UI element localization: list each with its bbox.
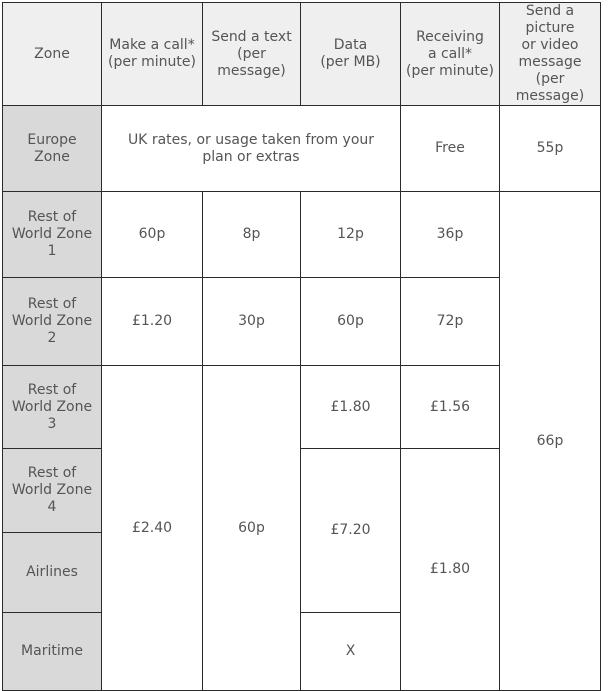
zone-rest-of-world-1: Rest of World Zone 1 bbox=[3, 192, 102, 278]
send-picture-video-header: Send a picture or video message (per message) bbox=[500, 3, 601, 106]
table-row bbox=[3, 192, 601, 278]
text-rest-cell: 60p bbox=[203, 366, 301, 691]
europe-uk-rates-cell: UK rates, or usage taken from your plan or extras bbox=[102, 106, 401, 192]
receive-rest-cell: £1.80 bbox=[401, 449, 500, 691]
zone-rest-of-world-2: Rest of World Zone 2 bbox=[3, 278, 102, 366]
data-rest-cell: £7.20 bbox=[301, 449, 401, 613]
roaming-rates-table bbox=[2, 2, 601, 691]
picture-rest-cell: 66p bbox=[500, 192, 601, 691]
header-row bbox=[3, 3, 601, 106]
row2-text-cell: 30p bbox=[203, 278, 301, 366]
data-header: Data (per MB) bbox=[301, 3, 401, 106]
row2-receive-cell: 72p bbox=[401, 278, 500, 366]
row3-data-cell: £1.80 bbox=[301, 366, 401, 449]
row2-call-cell: £1.20 bbox=[102, 278, 203, 366]
row1-data-cell: 12p bbox=[301, 192, 401, 278]
row1-receive-cell: 36p bbox=[401, 192, 500, 278]
call-rest-cell: £2.40 bbox=[102, 366, 203, 691]
zone-airlines: Airlines bbox=[3, 533, 102, 613]
zone-rest-of-world-3: Rest of World Zone 3 bbox=[3, 366, 102, 449]
zone-rest-of-world-4: Rest of World Zone 4 bbox=[3, 449, 102, 533]
make-a-call-header: Make a call* (per minute) bbox=[102, 3, 203, 106]
table-row bbox=[3, 106, 601, 192]
row3-receive-cell: £1.56 bbox=[401, 366, 500, 449]
maritime-data-cell: X bbox=[301, 613, 401, 691]
send-a-text-header: Send a text (per message) bbox=[203, 3, 301, 106]
europe-picture-cell: 55p bbox=[500, 106, 601, 192]
zone-maritime: Maritime bbox=[3, 613, 102, 691]
row1-text-cell: 8p bbox=[203, 192, 301, 278]
zone-europe: Europe Zone bbox=[3, 106, 102, 192]
zone-header: Zone bbox=[3, 3, 102, 106]
row1-call-cell: 60p bbox=[102, 192, 203, 278]
row2-data-cell: 60p bbox=[301, 278, 401, 366]
europe-receive-cell: Free bbox=[401, 106, 500, 192]
receiving-a-call-header: Receiving a call* (per minute) bbox=[401, 3, 500, 106]
